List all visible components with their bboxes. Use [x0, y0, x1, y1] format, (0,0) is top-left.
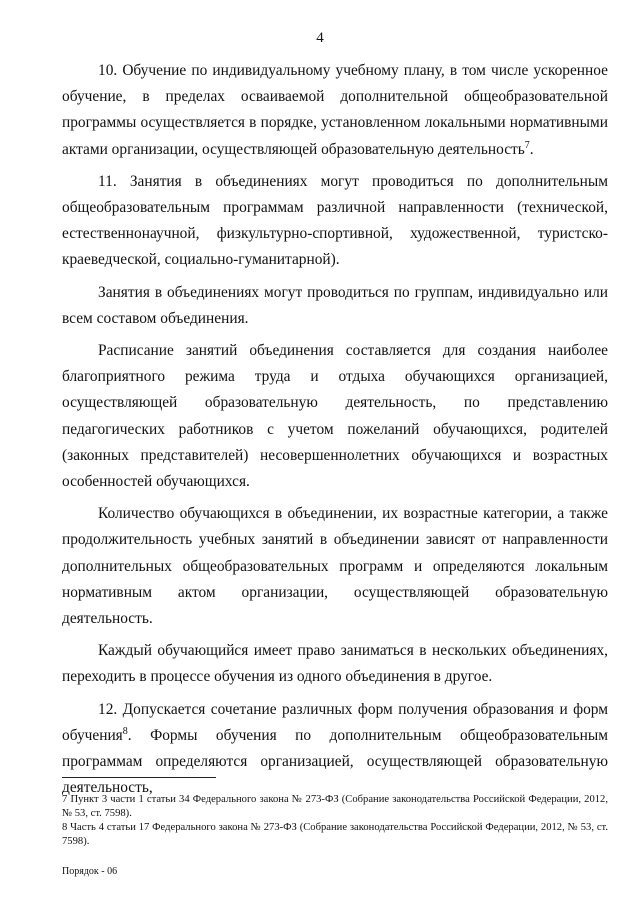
- paragraph-12: 12. Допускается сочетание различных форм получения образования и форм обучения$^8$. Формы обучения по дополнительным общеобразовательным программам определяются организацией, осуществляющей образовательную деятельность,: [62, 700, 608, 797]
- footnote-7: 7 Пункт 3 части 1 статьи 34 Федерального закона № 273-ФЗ (Собрание законодательства Российской Федерации, 2012, № 53, ст. 7598).: [62, 794, 608, 819]
- paragraph-quantity: Количество обучающихся в объединении, их возрастные категории, а также продолжительность учебных занятий в объединении зависят от направленности дополнительных общеобразовательных программ и определяются локальным нормативным актом организации, осуществляющей образовательную деятельность.: [62, 505, 608, 628]
- paragraph-10: 10. Обучение по индивидуальному учебному плану, в том числе ускоренное обучение, в пределах осваиваемой дополнительной общеобразовательной программы осуществляется в порядке, установленном локальными нормативными актами организации, осуществляющей образовательную деятельность$^7$.: [62, 62, 608, 158]
- paragraph-schedule: Расписание занятий объединения составляется для создания наиболее благоприятного режима труда и отдыха обучающихся организацией, осуществляющей образовательную деятельность, по представлению педагогических работников с учетом пожеланий обучающихся, родителей (законных представителей) несовершеннолетних обучающихся и возрастных особенностей обучающихся.: [62, 342, 608, 491]
- paragraph-11: 11. Занятия в объединениях могут проводиться по дополнительным общеобразовательным программам различной направленности (технической, естественнонаучной, физкультурно-спортивной, художественной, туристско-краеведческой, социально-гуманитарной).: [62, 172, 608, 269]
- document-body: [62, 58, 608, 807]
- footnotes: [62, 793, 608, 849]
- page-number: 4: [316, 30, 324, 46]
- footnote-ref-7[interactable]: 7: [524, 139, 530, 151]
- footnote-ref-8[interactable]: 8: [122, 725, 128, 737]
- document-code: Порядок - 06: [62, 866, 118, 877]
- footnote-separator: [62, 777, 216, 778]
- paragraph-each-student: Каждый обучающийся имеет право заниматься в нескольких объединениях, переходить в процессе обучения из одного объединения в другое.: [62, 642, 608, 686]
- footnote-8: 8 Часть 4 статьи 17 Федерального закона № 273-ФЗ (Собрание законодательства Российской Федерации, 2012, № 53, ст. 7598).: [62, 822, 608, 847]
- paragraph-groups: Занятия в объединениях могут проводиться по группам, индивидуально или всем составом объединения.: [62, 283, 608, 327]
